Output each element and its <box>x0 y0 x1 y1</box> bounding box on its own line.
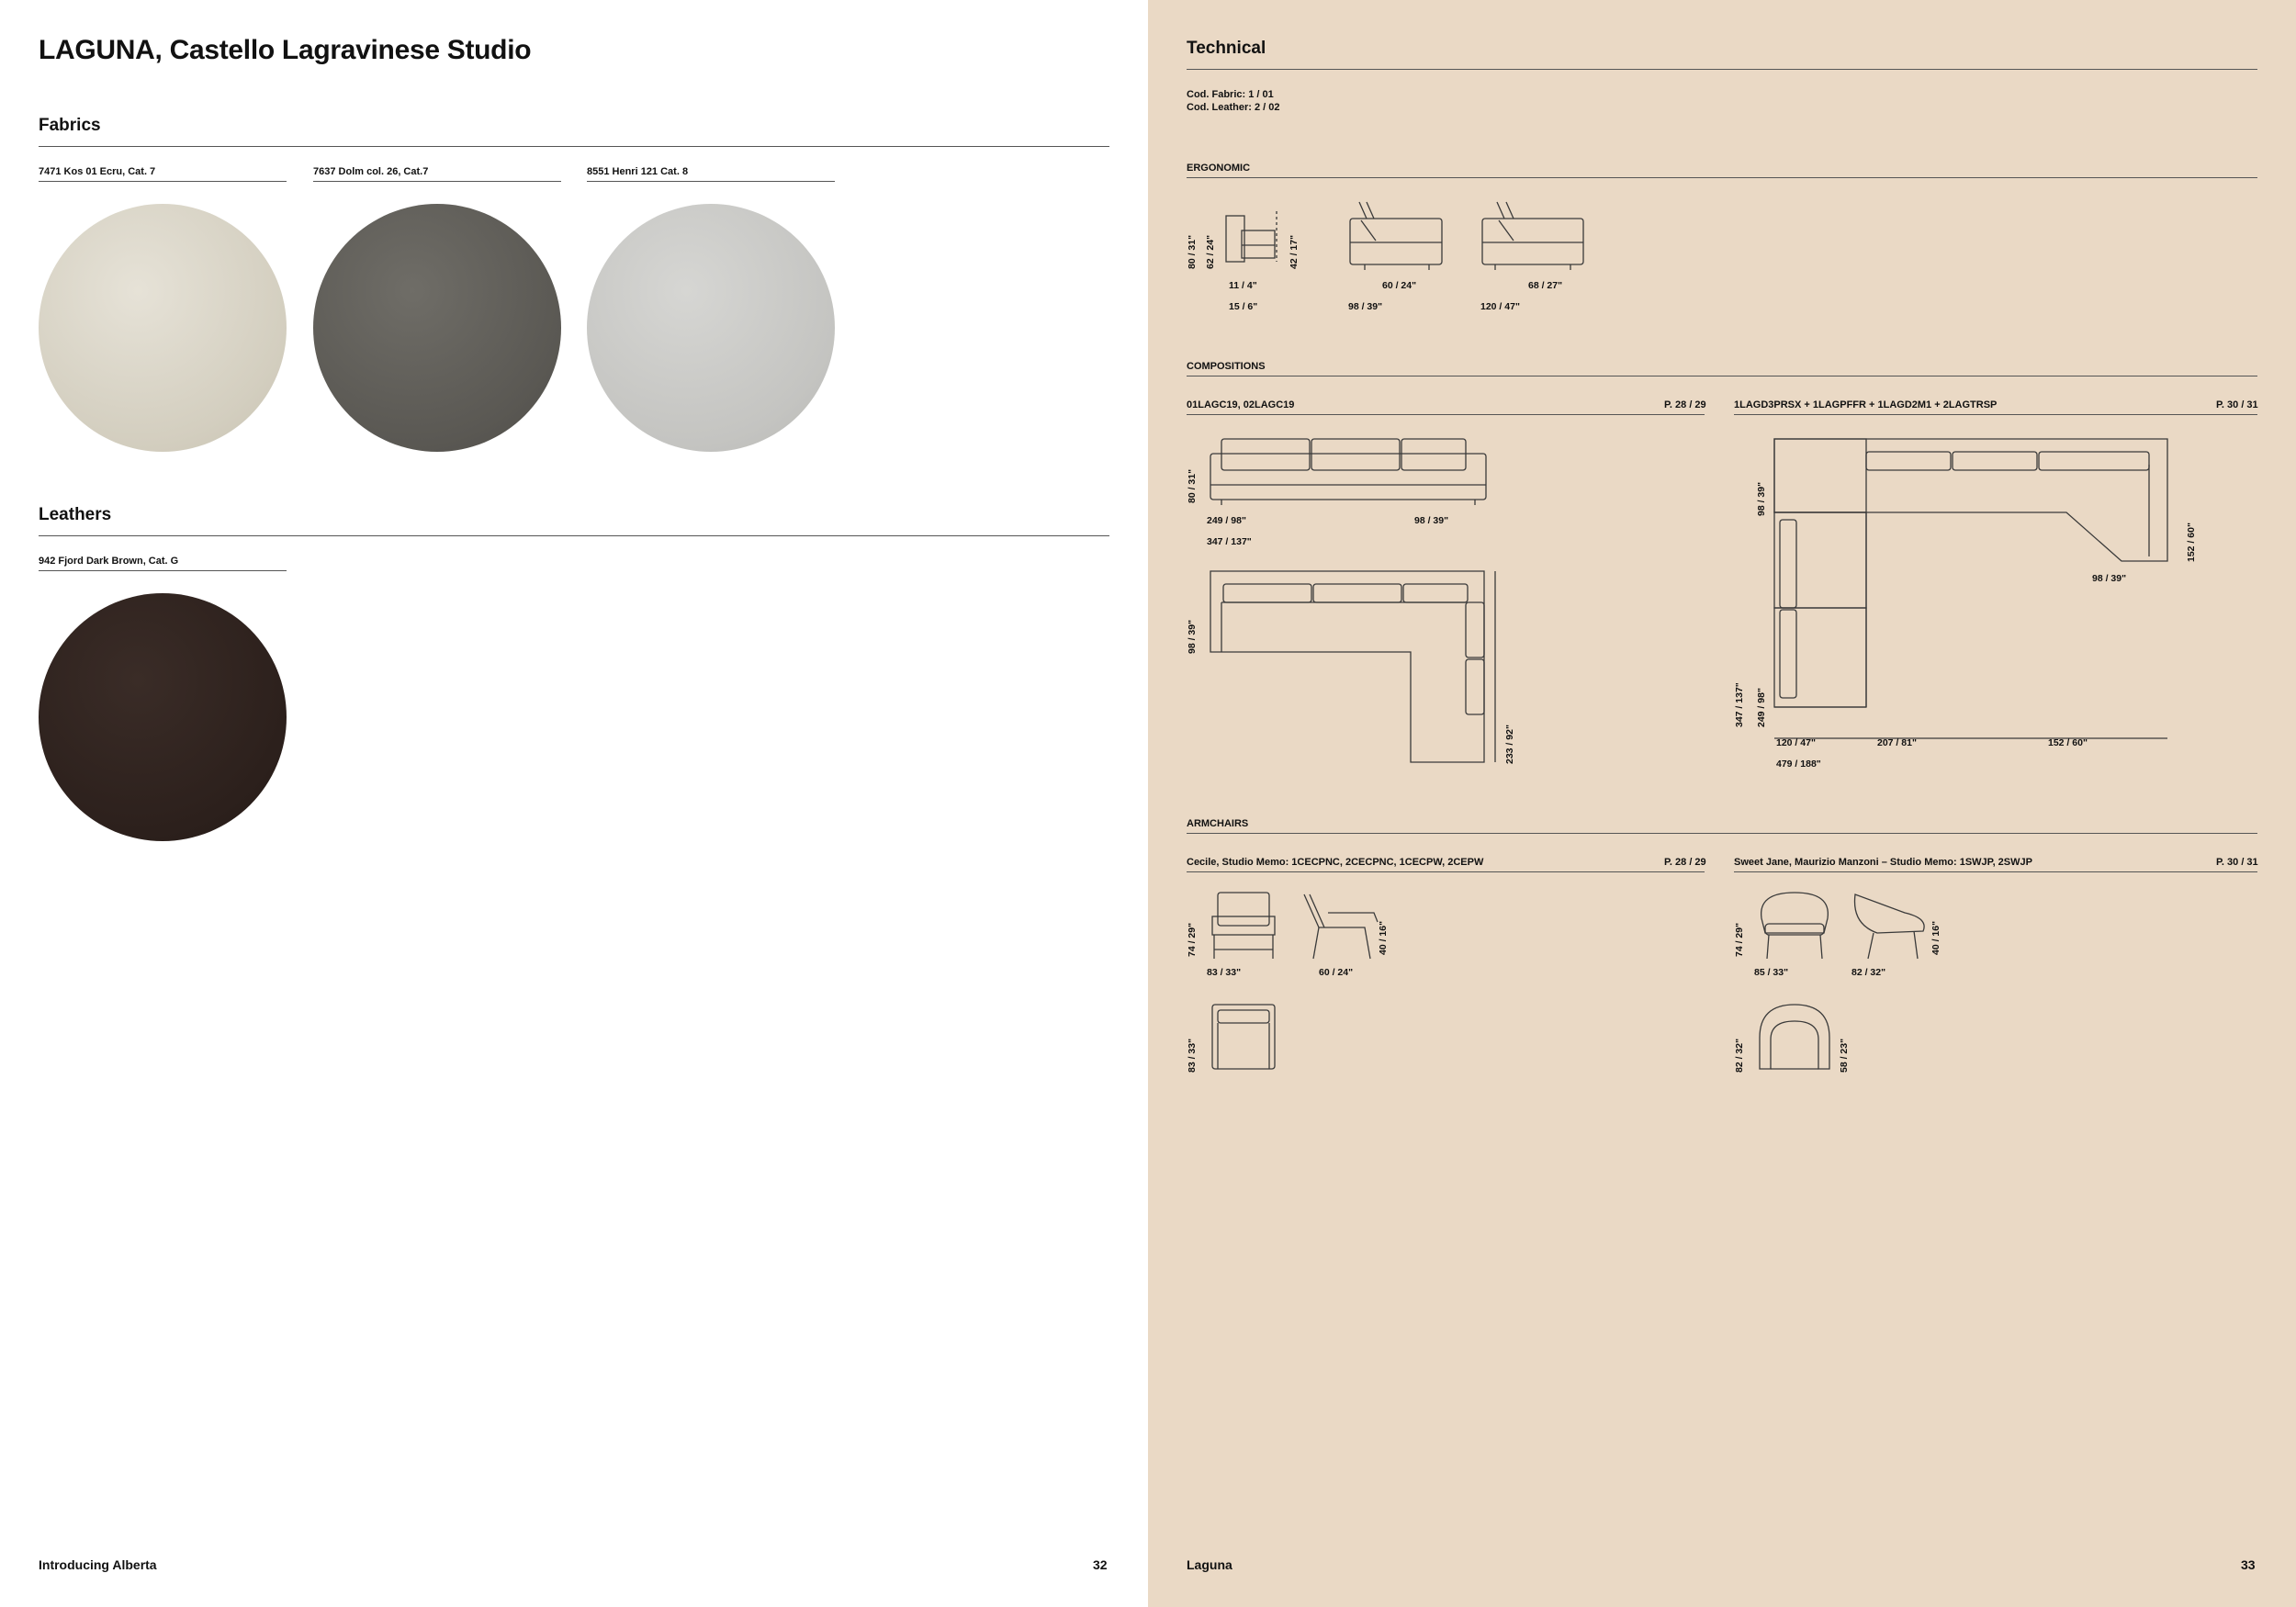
fabric-swatch-kos-ecru[interactable] <box>39 204 287 452</box>
sweetjane-width-85: 85 / 33" <box>1754 967 1789 978</box>
cecile-depth-83: 83 / 33" <box>1187 1038 1198 1073</box>
cecile-front-view <box>1209 891 1282 962</box>
cecile-width-60: 60 / 24" <box>1319 967 1354 978</box>
cecile-width-83: 83 / 33" <box>1207 967 1242 978</box>
comp-right-width-120: 120 / 47" <box>1776 737 1816 748</box>
comp-right-depth-152: 152 / 60" <box>2186 523 2197 562</box>
ergo-depth-15: 15 / 6" <box>1229 301 1258 312</box>
page-number: 32 <box>1093 1557 1108 1572</box>
comp-right-width-152: 152 / 60" <box>2048 737 2088 748</box>
page-title: LAGUNA, Castello Lagravinese Studio <box>39 35 532 65</box>
compositions-label: COMPOSITIONS <box>1187 361 1266 372</box>
sweetjane-front-view <box>1754 891 1837 962</box>
armchair-right-code: Sweet Jane, Maurizio Manzoni – Studio Memo: 1SWJP, 2SWJP <box>1734 857 2032 868</box>
ergo-height-62: 62 / 24" <box>1205 234 1216 269</box>
fabric-label-3: 8551 Henri 121 Cat. 8 <box>587 166 689 177</box>
composition-left-rule <box>1187 414 1705 415</box>
sweetjane-width-82: 82 / 32" <box>1851 967 1886 978</box>
comp-right-depth-347: 347 / 137" <box>1734 682 1745 727</box>
fabric-label-rule <box>313 181 561 182</box>
leathers-divider <box>39 535 1109 536</box>
fabric-label-1: 7471 Kos 01 Ecru, Cat. 7 <box>39 166 156 177</box>
ergonomic-label: ERGONOMIC <box>1187 163 1251 174</box>
ergonomic-module-view <box>1348 200 1449 274</box>
ergo-depth-11: 11 / 4" <box>1229 280 1257 291</box>
cecile-height-40: 40 / 16" <box>1378 920 1389 955</box>
comp-right-width-479: 479 / 188" <box>1776 759 1821 770</box>
composition-left-page: P. 28 / 29 <box>1664 399 1706 410</box>
fabric-label-rule <box>587 181 835 182</box>
comp-right-width-207: 207 / 81" <box>1877 737 1917 748</box>
ergo-width-68: 68 / 27" <box>1528 280 1563 291</box>
comp-left-depth-233: 233 / 92" <box>1504 725 1515 764</box>
ergonomic-module-view-wide <box>1480 200 1591 274</box>
leather-label-1: 942 Fjord Dark Brown, Cat. G <box>39 556 179 567</box>
cecile-side-view <box>1300 891 1383 962</box>
cod-leather: Cod. Leather: 2 / 02 <box>1187 102 1280 113</box>
page-number: 33 <box>2241 1557 2256 1572</box>
cod-fabric: Cod. Fabric: 1 / 01 <box>1187 89 1274 100</box>
sweetjane-plan-view <box>1754 1001 1837 1074</box>
armchairs-label: ARMCHAIRS <box>1187 818 1249 829</box>
composition-left-front-view <box>1209 437 1493 511</box>
leather-swatch-fjord[interactable] <box>39 593 287 841</box>
armchair-right-page: P. 30 / 31 <box>2216 857 2258 868</box>
fabric-swatch-henri[interactable] <box>587 204 835 452</box>
footer-title: Laguna <box>1187 1557 1232 1572</box>
composition-right-rule <box>1734 414 2257 415</box>
sweetjane-depth-82: 82 / 32" <box>1734 1038 1745 1073</box>
comp-left-width-249: 249 / 98" <box>1207 515 1246 526</box>
sweetjane-side-view <box>1850 891 1932 962</box>
comp-left-width-98: 98 / 39" <box>1414 515 1449 526</box>
leathers-heading: Leathers <box>39 505 112 524</box>
technical-divider <box>1187 69 2257 70</box>
comp-right-depth-98: 98 / 39" <box>1756 481 1767 516</box>
composition-right-plan-view <box>1773 437 2177 740</box>
fabric-swatch-dolm[interactable] <box>313 204 561 452</box>
technical-heading: Technical <box>1187 39 1266 58</box>
composition-right-page: P. 30 / 31 <box>2216 399 2258 410</box>
ergonomic-divider <box>1187 177 2257 178</box>
sweetjane-depth-58: 58 / 23" <box>1839 1038 1850 1073</box>
ergo-width-98: 98 / 39" <box>1348 301 1383 312</box>
footer-title: Introducing Alberta <box>39 1557 157 1572</box>
ergo-width-60: 60 / 24" <box>1382 280 1417 291</box>
fabrics-divider <box>39 146 1109 147</box>
composition-left-code: 01LAGC19, 02LAGC19 <box>1187 399 1295 410</box>
composition-right-code: 1LAGD3PRSX + 1LAGPFFR + 1LAGD2M1 + 2LAGTRSP <box>1734 399 1998 410</box>
armchair-right-rule <box>1734 871 2257 872</box>
armchair-left-page: P. 28 / 29 <box>1664 857 1706 868</box>
leather-label-rule <box>39 570 287 571</box>
comp-right-depth-249: 249 / 98" <box>1756 688 1767 727</box>
fabric-label-rule <box>39 181 287 182</box>
comp-left-height-80: 80 / 31" <box>1187 468 1198 503</box>
sweetjane-height-74: 74 / 29" <box>1734 922 1745 957</box>
ergo-height-42: 42 / 17" <box>1289 234 1300 269</box>
ergo-width-120: 120 / 47" <box>1480 301 1520 312</box>
fabrics-heading: Fabrics <box>39 116 101 135</box>
right-page <box>1148 0 2296 1607</box>
armchair-left-code: Cecile, Studio Memo: 1CECPNC, 2CECPNC, 1CECPW, 2CEPW <box>1187 857 1484 868</box>
armchair-left-rule <box>1187 871 1705 872</box>
ergonomic-side-view <box>1221 207 1295 271</box>
fabric-label-2: 7637 Dolm col. 26, Cat.7 <box>313 166 429 177</box>
comp-right-width-98: 98 / 39" <box>2092 573 2127 584</box>
comp-left-depth-98: 98 / 39" <box>1187 619 1198 654</box>
composition-left-plan-view <box>1209 569 1512 771</box>
sweetjane-height-40: 40 / 16" <box>1930 920 1941 955</box>
cecile-plan-view <box>1209 1001 1282 1074</box>
cecile-height-74: 74 / 29" <box>1187 922 1198 957</box>
armchairs-divider <box>1187 833 2257 834</box>
comp-left-width-347: 347 / 137" <box>1207 536 1252 547</box>
ergo-height-80: 80 / 31" <box>1187 234 1198 269</box>
